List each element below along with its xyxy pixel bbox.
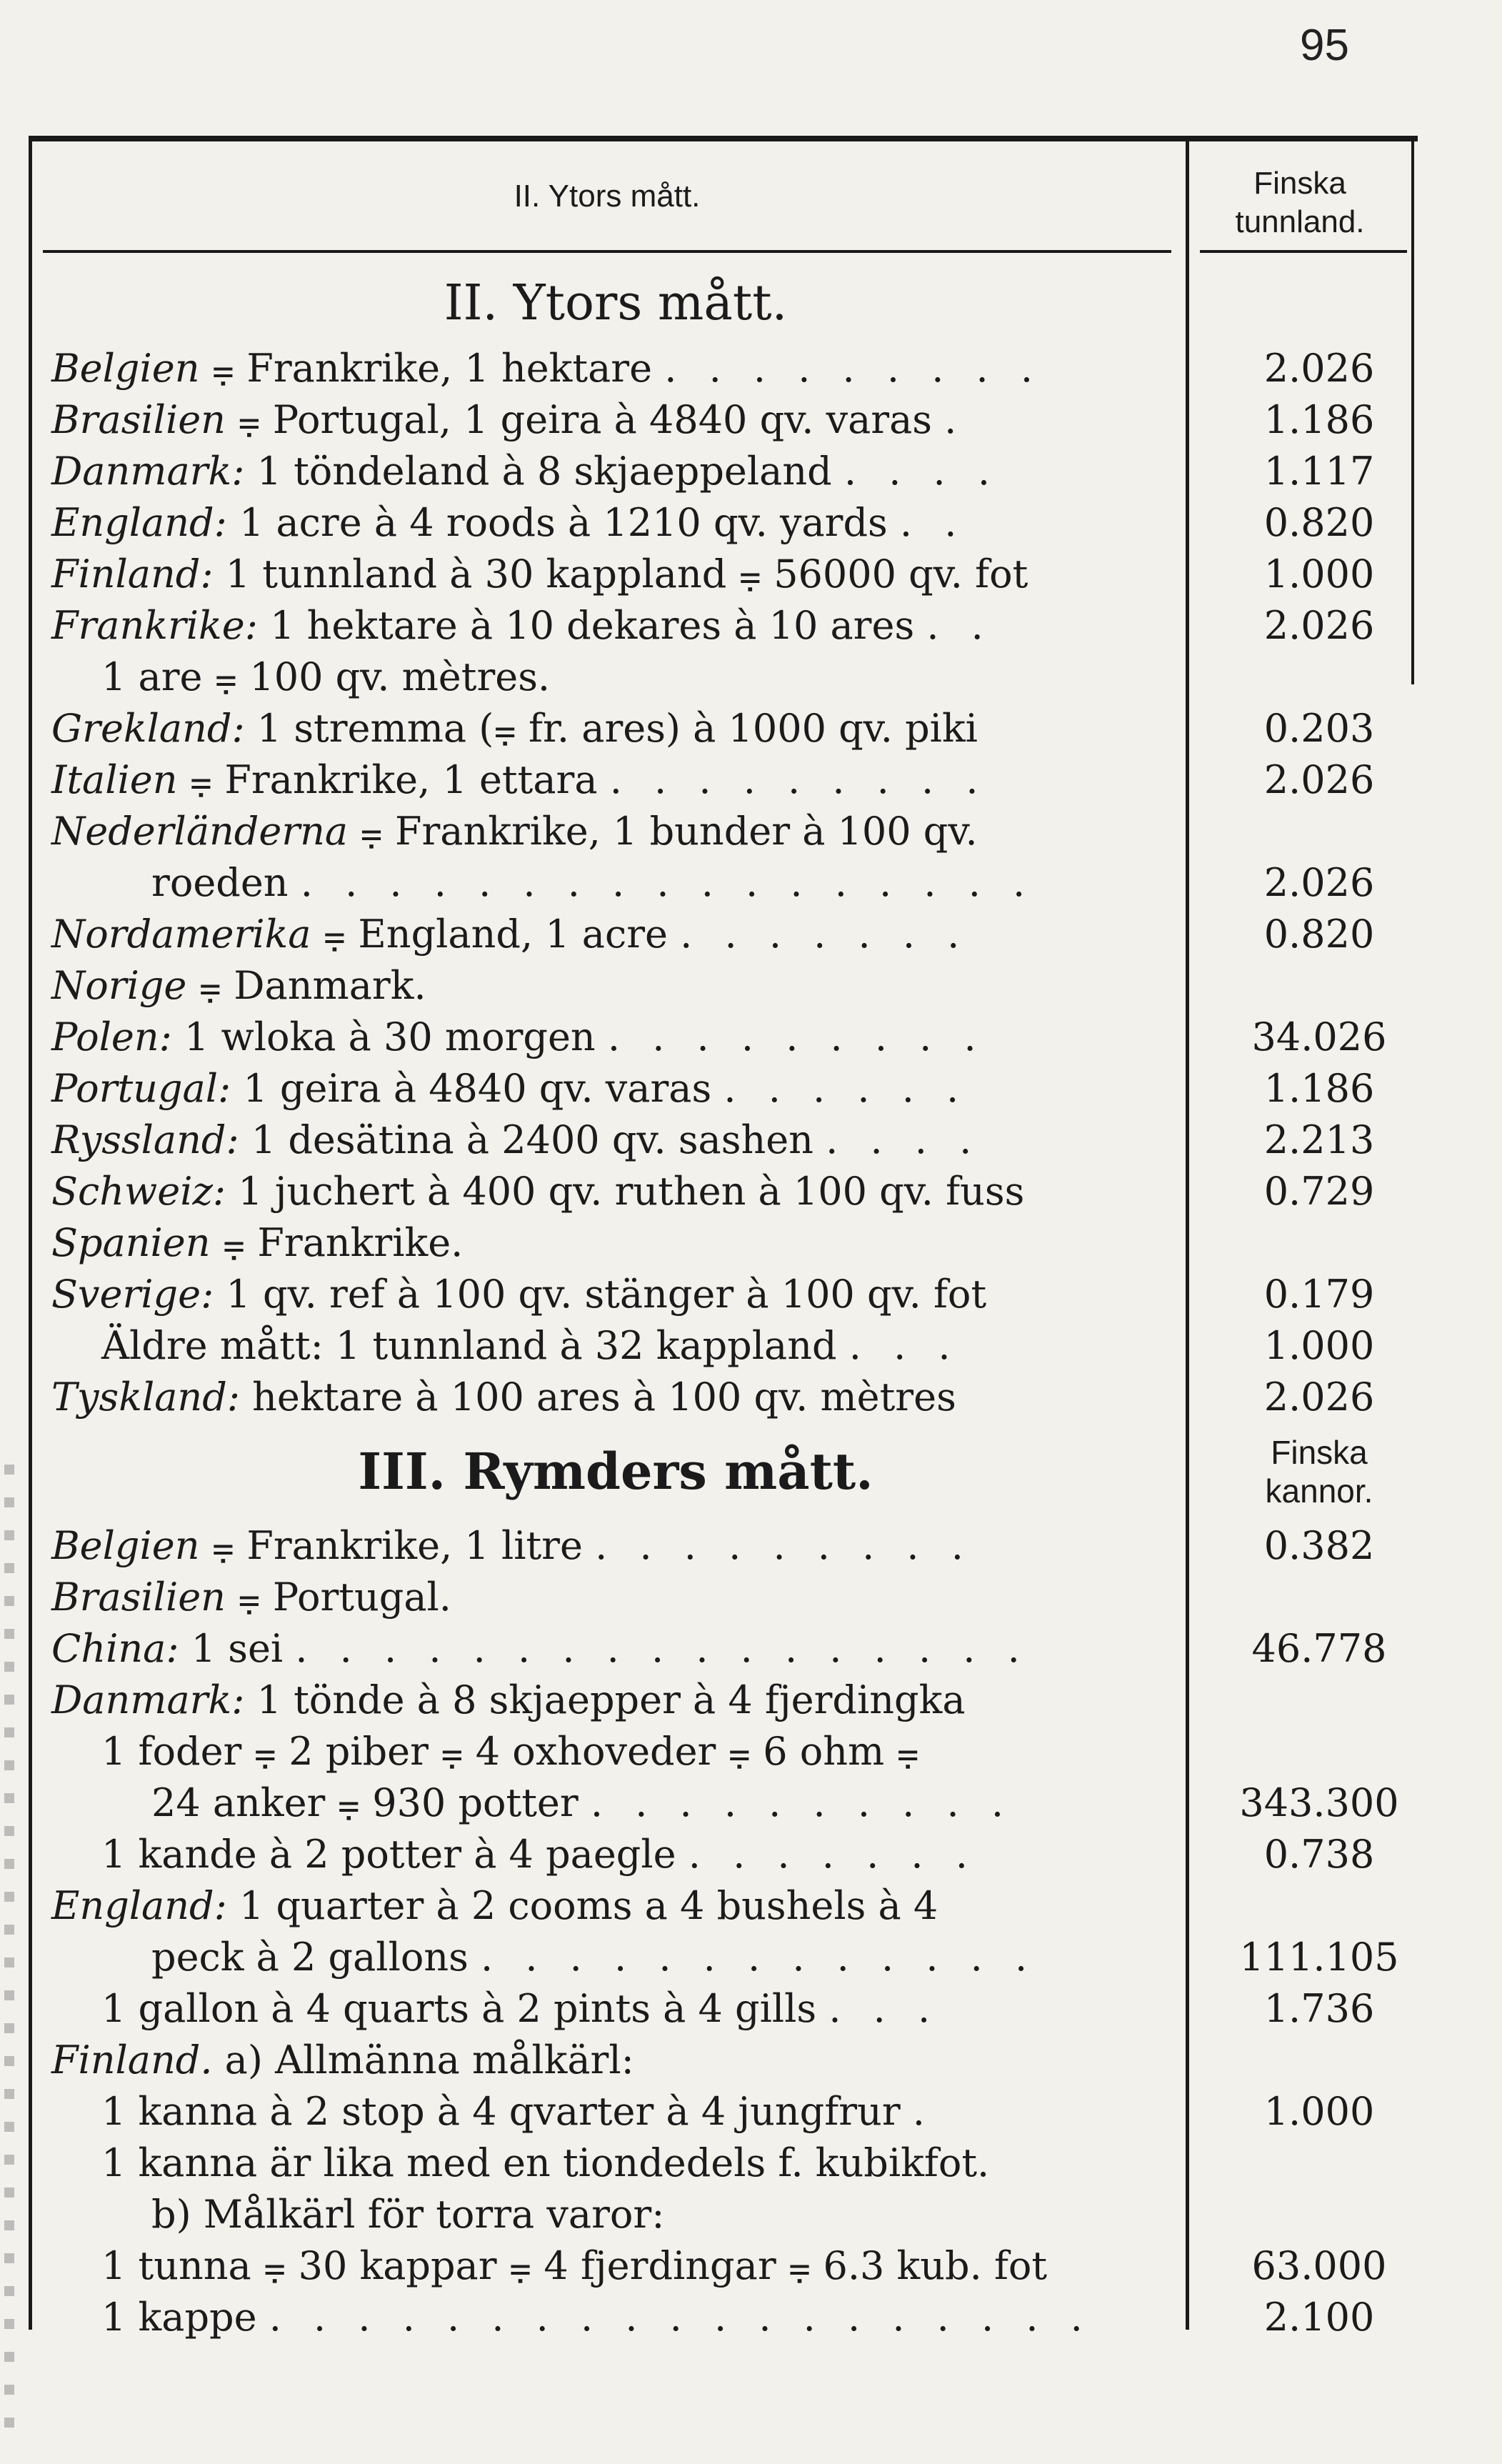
dot-leader: . . [926,603,993,648]
table-row [51,652,1180,703]
table-row [51,806,1180,857]
row-description [51,2035,634,2086]
table-row [51,600,1375,652]
dot-leader: . . . [848,1323,961,1368]
measure-text: ⩦ Portugal. [225,1575,451,1620]
dot-leader: . . . . . . . . . . . . . [481,1935,1038,1980]
country-name: England: [51,500,227,545]
measure-text: 1 tönde à 8 skjaepper à 4 fjerdingka [244,1677,966,1722]
conversion-value: 63.000 [1251,2243,1387,2288]
country-name: China: [51,1626,179,1671]
table-row [51,1675,1180,1726]
table-row [51,1269,1375,1320]
section-iii-rows [51,1520,1399,2343]
dot-leader: . . . . . . . [680,912,970,957]
measure-text: 1 quarter à 2 cooms a 4 bushels à 4 [226,1883,938,1928]
table-column-divider [1186,141,1189,2330]
row-description [51,2240,1047,2292]
table-row [51,703,1375,754]
country-name: Ryssland: [51,1117,239,1162]
dot-leader: . . . . . . . . . [595,1523,973,1568]
measure-text: ⩦ Frankrike, 1 litre [199,1523,596,1568]
country-name: Danmark: [51,449,245,494]
country-name: Brasilien [51,397,226,442]
table-row [51,1063,1375,1114]
country-name: Tyskland: [51,1375,240,1420]
table-row [51,343,1375,394]
measure-text: 1 geira à 4840 qv. varas [231,1066,724,1111]
row-description [51,394,966,446]
section-iii-unit-line1: Finska [1271,1434,1368,1471]
country-name: Schweiz: [51,1169,226,1214]
table-row [51,2240,1387,2292]
row-description [51,1829,978,1880]
conversion-value: 2.026 [1263,860,1375,905]
measure-text: 1 kappe [101,2295,269,2340]
country-name: Grekland: [51,706,245,751]
top-rule [29,136,1418,141]
conversion-value: 46.778 [1251,1626,1387,1671]
measure-text: 1 acre à 4 roods à 1210 qv. yards [226,500,900,545]
table-row [51,2035,1180,2086]
measure-text: b) Målkärl för torra varor: [151,2192,665,2237]
measure-text: 1 kanna är lika med en tiondedels f. kubikfot. [101,2140,990,2185]
country-name: Italien [51,757,178,802]
measure-text: Äldre mått: 1 tunnland à 32 kappland [101,1323,849,1368]
country-name: Portugal: [51,1066,231,1111]
conversion-value: 0.203 [1263,706,1375,751]
conversion-value: 1.117 [1263,449,1375,494]
row-description [51,1983,940,2035]
country-name: Nederländerna [51,809,349,854]
country-name: England: [51,1883,227,1928]
row-description [51,1269,986,1320]
table-row [51,2086,1375,2138]
row-description [51,2086,935,2138]
unit-header-line1: Finska [1253,166,1346,201]
country-name: Nordamerika [51,912,311,957]
measure-text: 1 hektare à 10 dekares à 10 ares [257,603,927,648]
row-description [51,1012,986,1063]
dot-leader: . . . [828,1986,941,2031]
conversion-value: 2.026 [1263,603,1375,648]
row-description [51,1932,1037,1983]
measure-text: ⩦ Frankrike, 1 bunder à 100 qv. [348,809,978,854]
conversion-value: 2.026 [1263,1375,1375,1420]
measure-text: a) Allmänna målkärl: [212,2037,634,2083]
dot-leader: . [912,2089,935,2134]
table-row [51,1932,1399,1983]
measure-text: hektare à 100 ares à 100 qv. mètres [239,1375,956,1420]
table-row [51,1217,1180,1269]
conversion-value: 0.820 [1263,500,1375,545]
row-description [51,806,978,857]
country-name: Frankrike: [51,603,258,648]
row-description [51,754,988,806]
table-row [51,2292,1375,2343]
table-row [51,754,1375,806]
measure-text: ⩦ Portugal, 1 geira à 4840 qv. varas [225,397,945,442]
row-description [51,1063,968,1114]
table-row [51,1320,1375,1372]
measure-text: peck à 2 gallons [151,1935,481,1980]
row-description [51,2138,989,2189]
row-description [51,1675,966,1726]
country-name: Norige [51,963,187,1008]
conversion-value: 1.000 [1263,552,1375,597]
measure-text: 1 foder ⩦ 2 piber ⩦ 4 oxhoveder ⩦ 6 ohm ⩦ [101,1729,919,1774]
conversion-value: 111.105 [1239,1935,1399,1980]
row-description [51,549,1028,600]
header-rule-right [1200,250,1407,253]
table-row [51,1880,1180,1932]
table-row [51,909,1375,960]
row-description [51,343,1043,394]
country-name: Danmark: [51,1677,245,1722]
measure-text: ⩦ Frankrike. [210,1220,464,1265]
section-ii-title: II. Ytors mått. [444,275,788,331]
conversion-value: 1.186 [1263,1066,1375,1111]
table-left-border [29,141,32,2330]
table-row [51,1166,1375,1217]
country-name: Brasilien [51,1575,226,1620]
row-description [51,1880,938,1932]
country-name: Belgien [51,1523,200,1568]
dot-leader: . . . . . . . . . . [590,1780,1013,1825]
unit-header-line2: tunnland. [1235,204,1365,239]
row-description [51,703,978,754]
section-ii-rows [51,343,1387,1423]
measure-text: ⩦ England, 1 acre [311,912,681,957]
conversion-value: 0.382 [1263,1523,1375,1568]
table-row [51,960,1180,1012]
row-description [51,1520,973,1572]
row-description [51,600,993,652]
table-row [51,2189,1180,2240]
country-name: Belgien [51,346,200,391]
measure-text: 1 desätina à 2400 qv. sashen [239,1117,826,1162]
dot-leader: . . [899,500,967,545]
conversion-value: 1.736 [1263,1986,1375,2031]
page-number: 95 [1300,21,1349,70]
table-row [51,446,1375,497]
measure-text: 1 juchert à 400 qv. ruthen à 100 qv. fuss [226,1169,1025,1214]
conversion-value: 2.213 [1263,1117,1375,1162]
dot-leader: . . . . [826,1117,982,1162]
measure-text: ⩦ Frankrike, 1 hektare [199,346,665,391]
measure-text: 1 töndeland à 8 skjaeppeland [244,449,844,494]
row-description [51,446,1000,497]
measure-text: 1 kanna à 2 stop à 4 qvarter à 4 jungfrur [101,2089,913,2134]
header-rule-left [43,250,1171,253]
dot-leader: . . . . . . [724,1066,969,1111]
row-description [51,2292,1093,2343]
country-name: Spanien [51,1220,211,1265]
measure-text: 1 sei [179,1626,296,1671]
measure-text: 1 tunnland à 30 kappland ⩦ 56000 qv. fot [213,552,1028,597]
row-description [51,1217,463,1269]
unit-column-header [1189,164,1411,241]
conversion-value: 2.100 [1263,2295,1375,2340]
section-iii-heading [51,1423,1373,1520]
table-row [51,1777,1399,1829]
conversion-value: 34.026 [1251,1014,1387,1059]
table-row [51,1012,1387,1063]
dot-leader: . . . . . . . . . [607,1014,986,1059]
table-row [51,1726,1180,1777]
measure-text: 24 anker ⩦ 930 potter [151,1780,591,1825]
table-row [51,497,1375,549]
conversion-value: 1.000 [1263,2089,1375,2134]
row-description [51,857,1035,909]
row-description [51,1166,1024,1217]
table-row [51,549,1375,600]
dot-leader: . . . . . . . . . [664,346,1043,391]
dot-leader: . . . . . . . . . . . . . . . . . [295,1626,1030,1671]
dot-leader: . . . . . . . [688,1832,978,1877]
row-description [51,1372,956,1423]
conversion-value: 343.300 [1239,1780,1399,1825]
section-iii-unit-line2: kannor. [1265,1472,1373,1510]
measure-text: ⩦ Frankrike, 1 ettara [177,757,610,802]
table-row [51,1829,1375,1880]
measure-text: roeden [151,860,301,905]
dot-leader: . [944,397,967,442]
row-description [51,1320,961,1372]
country-name: Polen: [51,1014,172,1059]
conversion-value: 0.738 [1263,1832,1375,1877]
table-row [51,2138,1180,2189]
conversion-value: 2.026 [1263,757,1375,802]
dot-leader: . . . . . . . . . . . . . . . . . . . [269,2295,1093,2340]
dot-leader: . . . . . . . . . [609,757,988,802]
table-row [51,1372,1375,1423]
row-description [51,960,426,1012]
running-header-title: II. Ytors mått. [514,179,701,214]
table-row [51,394,1375,446]
row-description [51,2189,664,2240]
measure-text: 1 qv. ref à 100 qv. stänger à 100 qv. fot [214,1272,987,1317]
measure-text: ⩦ Danmark. [186,963,426,1008]
table-row [51,1114,1375,1166]
measure-text: 1 wloka à 30 morgen [171,1014,608,1059]
dot-leader: . . . . [843,449,1001,494]
section-iii-unit-header [1194,1433,1444,1510]
section-iii-title: III. Rymders mått. [358,1442,873,1501]
binding-edge-marks [4,1465,14,2429]
row-description [51,652,550,703]
table-row [51,1520,1375,1572]
row-description [51,1726,919,1777]
conversion-value: 2.026 [1263,346,1375,391]
row-description [51,1572,451,1623]
conversion-value: 0.820 [1263,912,1375,957]
measure-text: 1 tunna ⩦ 30 kappar ⩦ 4 fjerdingar ⩦ 6.3 kub. fot [101,2243,1048,2288]
table-row [51,857,1375,909]
country-name: Finland. [51,2037,213,2083]
row-description [51,497,966,549]
table-row [51,1572,1180,1623]
row-description [51,1777,1013,1829]
table-row [51,1623,1387,1675]
measure-text: 1 kande à 2 potter à 4 paegle [101,1832,689,1877]
conversion-value: 0.729 [1263,1169,1375,1214]
conversion-value: 0.179 [1263,1272,1375,1317]
table-body [51,264,1399,2343]
country-name: Sverige: [51,1272,214,1317]
conversion-value: 1.000 [1263,1323,1375,1368]
table-row [51,1983,1375,2035]
measure-text: 1 are ⩦ 100 qv. mètres. [101,654,551,699]
row-description [51,1623,1030,1675]
dot-leader: . . . . . . . . . . . . . . . . . [300,860,1036,905]
row-description [51,1114,981,1166]
conversion-value: 1.186 [1263,397,1375,442]
row-description [51,909,969,960]
measure-text: 1 stremma (⩦ fr. ares) à 1000 qv. piki [244,706,978,751]
country-name: Finland: [51,552,214,597]
measure-text: 1 gallon à 4 quarts à 2 pints à 4 gills [101,1986,829,2031]
